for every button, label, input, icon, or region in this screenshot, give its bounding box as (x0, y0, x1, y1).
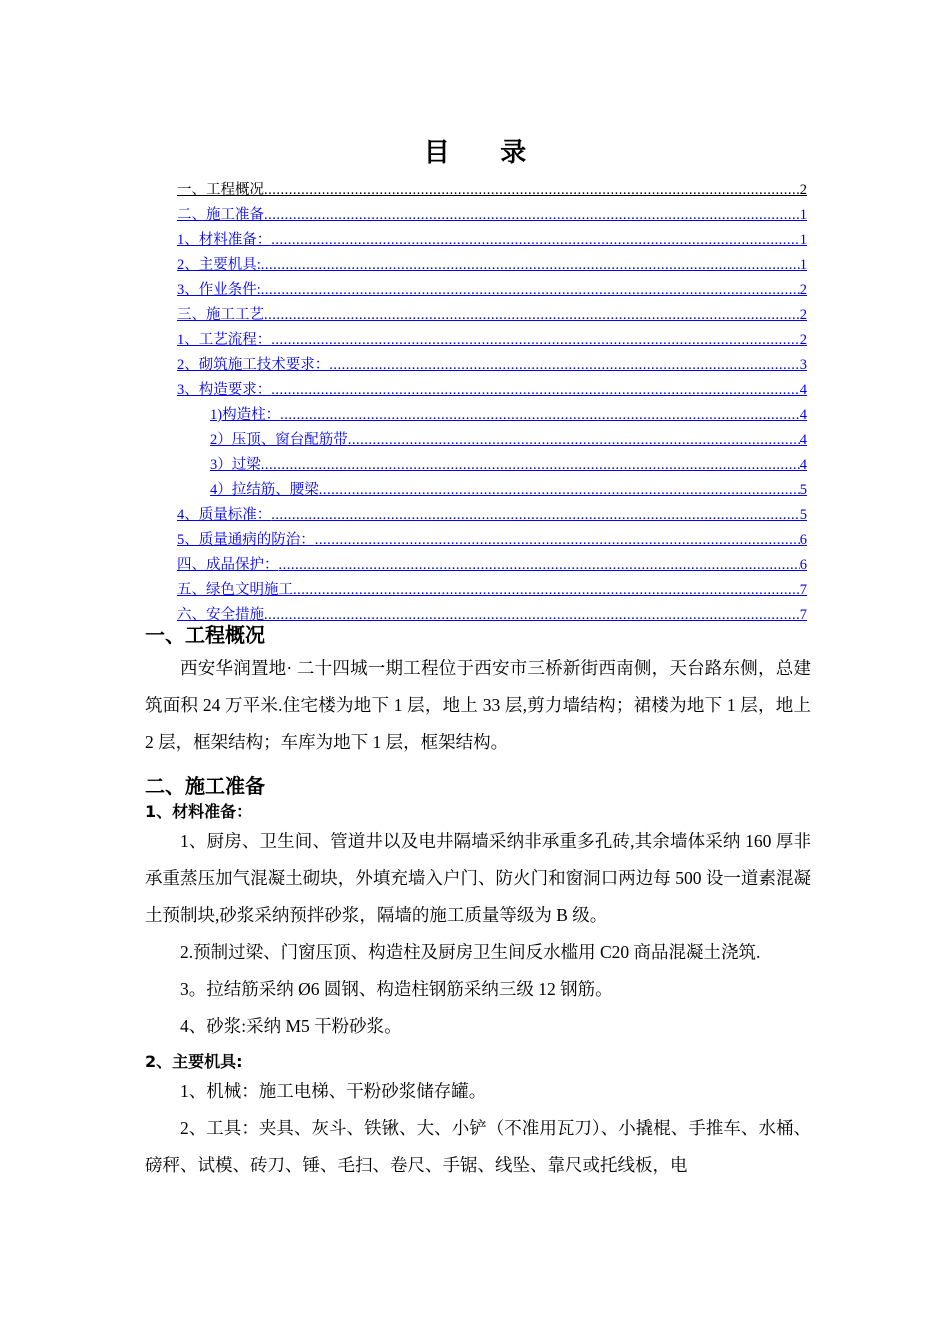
toc-page-number: 4 (799, 432, 807, 448)
toc-entry-text: 1、工艺流程： (177, 332, 272, 348)
toc-entry[interactable] (177, 499, 807, 524)
materials-paragraph-4: 4、砂浆:采纳 M5 干粉砂浆。 (180, 1016, 402, 1036)
toc-entry[interactable] (177, 374, 807, 399)
toc-leader-dots (315, 531, 800, 549)
toc-leader-dots (329, 356, 800, 374)
toc-leader-dots (280, 406, 800, 424)
toc-entry-text: 5、质量通病的防治： (177, 532, 315, 548)
toc-leader-dots (271, 506, 800, 524)
toc-page-number: 2 (799, 332, 807, 348)
toc-page-number: 2 (799, 307, 807, 323)
toc-page-number: 4 (799, 457, 807, 473)
materials-paragraph-3: 3。拉结筋采纳 Ø6 圆钢、构造柱钢筋采纳三级 12 钢筋。 (180, 979, 613, 999)
toc-leader-dots (279, 556, 800, 574)
toc-entry[interactable] (177, 474, 807, 499)
toc-entry[interactable] (177, 449, 807, 474)
toc-leader-dots (264, 206, 800, 224)
subheading-equipment: 2、主要机具: (145, 1052, 243, 1071)
toc-page-number: 7 (799, 607, 807, 623)
toc-title: 目 录 (423, 138, 549, 167)
toc-entry-text: 三、施工工艺 (177, 307, 264, 323)
toc-entry[interactable] (177, 574, 807, 599)
toc-leader-dots (261, 456, 800, 474)
toc-page-number: 6 (799, 557, 807, 573)
toc-entry-text: 4、质量标准： (177, 507, 272, 523)
toc-page-number: 1 (799, 232, 807, 248)
toc-entry[interactable] (177, 349, 807, 374)
toc-entry-text: 二、施工准备 (177, 207, 264, 223)
toc-entry[interactable] (177, 299, 807, 324)
toc-page-number: 1 (799, 207, 807, 223)
toc-page-number: 4 (799, 382, 807, 398)
subheading-materials: 1、材料准备： (145, 802, 253, 821)
materials-paragraph-1: 1、厨房、卫生间、管道井以及电井隔墙采纳非承重多孔砖,其余墙体采纳 160 厚非承重蒸压加气混凝土砌块，外填充墙入户门、防火门和窗洞口两边每 500 设一道素混凝土预制块,砂浆采纳预拌砂浆，隔墙的施工质量等级为 B 级。 (145, 831, 811, 925)
toc-entry-text: 1)构造柱： (210, 407, 281, 423)
toc-leader-dots (319, 481, 800, 499)
toc-entry[interactable] (177, 524, 807, 549)
toc-leader-dots (264, 181, 800, 199)
equipment-paragraph-2: 2、工具：夹具、灰斗、铁锹、大、小铲（不准用瓦刀）、小撬棍、手推车、水桶、磅秤、试模、砖刀、锤、毛扫、卷尺、手锯、线坠、靠尺或托线板，电 (145, 1118, 811, 1175)
toc-entry-text: 3）过梁 (210, 457, 261, 473)
toc-leader-dots (264, 306, 800, 324)
toc-entry-text: 1、材料准备： (177, 232, 272, 248)
toc-page-number: 5 (799, 482, 807, 498)
toc-page-number: 7 (799, 582, 807, 598)
toc-entry[interactable] (177, 199, 807, 224)
toc-entry-text: 3、构造要求： (177, 382, 272, 398)
toc-entry-text: 3、作业条件: (177, 282, 261, 298)
toc-entry-text: 五、绿色文明施工 (177, 582, 293, 598)
toc-entry[interactable] (177, 399, 807, 424)
toc-entry-text: 四、成品保护： (177, 557, 279, 573)
toc-page-number: 1 (799, 257, 807, 273)
toc-entry-text: 六、安全措施 (177, 607, 264, 623)
toc-entry-text: 一、工程概况 (177, 182, 264, 198)
toc-entry[interactable] (177, 424, 807, 449)
toc-entry[interactable] (177, 324, 807, 349)
toc-entry[interactable] (177, 224, 807, 249)
toc-page-number: 4 (799, 407, 807, 423)
toc-leader-dots (293, 581, 800, 599)
toc-entry-text: 2）压顶、窗台配筋带 (210, 432, 348, 448)
toc-entry[interactable] (177, 249, 807, 274)
toc-entry-text: 2、砌筑施工技术要求： (177, 357, 330, 373)
toc-page-number: 2 (799, 182, 807, 198)
toc-page-number: 6 (799, 532, 807, 548)
toc-leader-dots (271, 381, 800, 399)
toc-page-number: 2 (799, 282, 807, 298)
toc-entry[interactable] (177, 549, 807, 574)
section-heading-preparation: 二、施工准备 (145, 774, 265, 798)
toc-entry-text: 4）拉结筋、腰梁 (210, 482, 319, 498)
table-of-contents (177, 174, 807, 624)
toc-leader-dots (271, 231, 800, 249)
toc-entry (177, 174, 807, 199)
toc-leader-dots (261, 256, 800, 274)
toc-page-number: 5 (799, 507, 807, 523)
toc-leader-dots (348, 431, 800, 449)
equipment-paragraph-1: 1、机械：施工电梯、干粉砂浆储存罐。 (180, 1081, 487, 1101)
toc-entry[interactable] (177, 274, 807, 299)
toc-entry-text: 2、主要机具: (177, 257, 261, 273)
toc-leader-dots (271, 331, 800, 349)
toc-page-number: 3 (799, 357, 807, 373)
section-heading-overview: 一、工程概况 (145, 623, 265, 647)
document-body (145, 620, 811, 1184)
toc-leader-dots (261, 281, 800, 299)
overview-paragraph: 西安华润置地· 二十四城一期工程位于西安市三桥新街西南侧，天台路东侧，总建筑面积 24 万平米.住宅楼为地下 1 层，地上 33 层,剪力墙结构；裙楼为地下 1 层，地上 2 层，框架结构；车库为地下 1 层，框架结构。 (145, 658, 811, 752)
materials-paragraph-2: 2.预制过梁、门窗压顶、构造柱及厨房卫生间反水槛用 C20 商品混凝土浇筑. (180, 942, 761, 962)
